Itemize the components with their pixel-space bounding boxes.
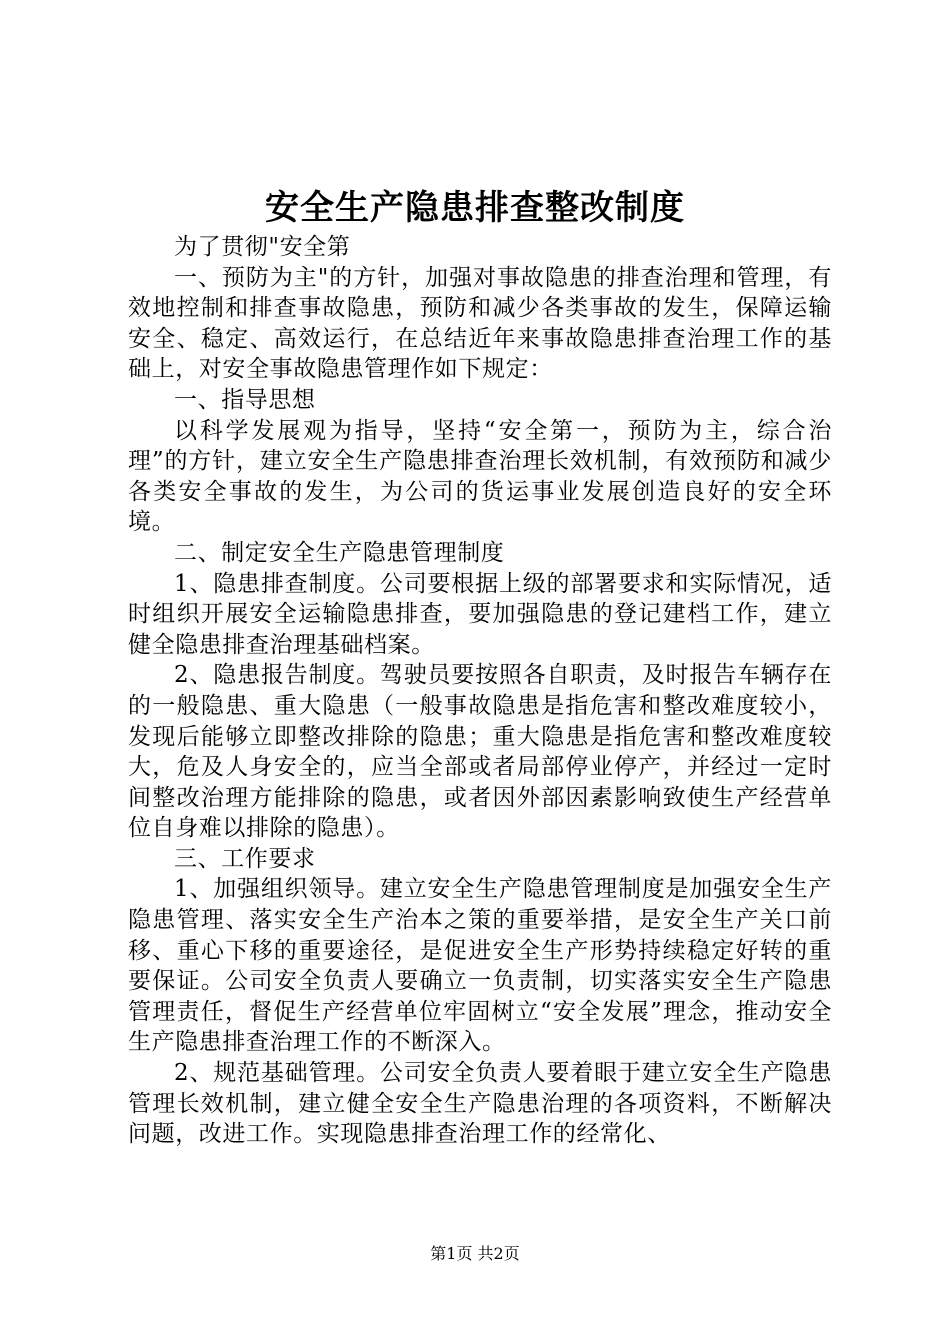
- document-body: [128, 232, 832, 1150]
- section-heading-management-system: 二、制定安全生产隐患管理制度: [174, 539, 505, 566]
- document-title: 安全生产隐患排查整改制度: [265, 188, 685, 228]
- page-number-footer: 第1页 共2页: [430, 1244, 520, 1263]
- paragraph-intro: 为了贯彻"安全第: [174, 234, 351, 260]
- paragraph-basic-management: 2、规范基础管理。公司安全负责人要着眼于建立安全生产隐患管理长效机制，建立健全安全生产隐患治理的各项资料，不断解决问题，改进工作。实现隐患排查治理工作的经常化、: [128, 1060, 832, 1148]
- paragraph-organization-leadership: 1、加强组织领导。建立安全生产隐患管理制度是加强安全生产隐患管理、落实安全生产治本之策的重要举措，是安全生产关口前移、重心下移的重要途径，是促进安全生产形势持续稳定好转的重要保证。公司安全负责人要确立一负责制，切实落实安全生产隐患管理责任，督促生产经营单位牢固树立“安全发展”理念，推动安全生产隐患排查治理工作的不断深入。: [128, 876, 832, 1056]
- section-heading-work-requirements: 三、工作要求: [174, 845, 316, 872]
- paragraph-reporting-system: 2、隐患报告制度。驾驶员要按照各自职责，及时报告车辆存在的一般隐患、重大隐患（一般事故隐患是指危害和整改难度较小，发现后能够立即整改排除的隐患；重大隐患是指危害和整改难度较大，危及人身安全的，应当全部或者局部停业停产，并经过一定时间整改治理方能排除的隐患，或者因外部因素影响致使生产经营单位自身难以排除的隐患）。: [128, 662, 832, 842]
- paragraph-investigation-system: 1、隐患排查制度。公司要根据上级的部署要求和实际情况，适时组织开展安全运输隐患排查，要加强隐患的登记建档工作，建立健全隐患排查治理基础档案。: [128, 570, 832, 658]
- section-heading-guiding-ideology: 一、指导思想: [174, 386, 316, 413]
- paragraph-guiding-ideology: 以科学发展观为指导，坚持“安全第一，预防为主，综合治理”的方针，建立安全生产隐患排查治理长效机制，有效预防和减少各类安全事故的发生，为公司的货运事业发展创造良好的安全环境。: [128, 417, 832, 536]
- paragraph-policy: 一、预防为主"的方针，加强对事故隐患的排查治理和管理，有效地控制和排查事故隐患，预防和减少各类事故的发生，保障运输安全、稳定、高效运行，在总结近年来事故隐患排查治理工作的基础上，对安全事故隐患管理作如下规定：: [128, 264, 832, 383]
